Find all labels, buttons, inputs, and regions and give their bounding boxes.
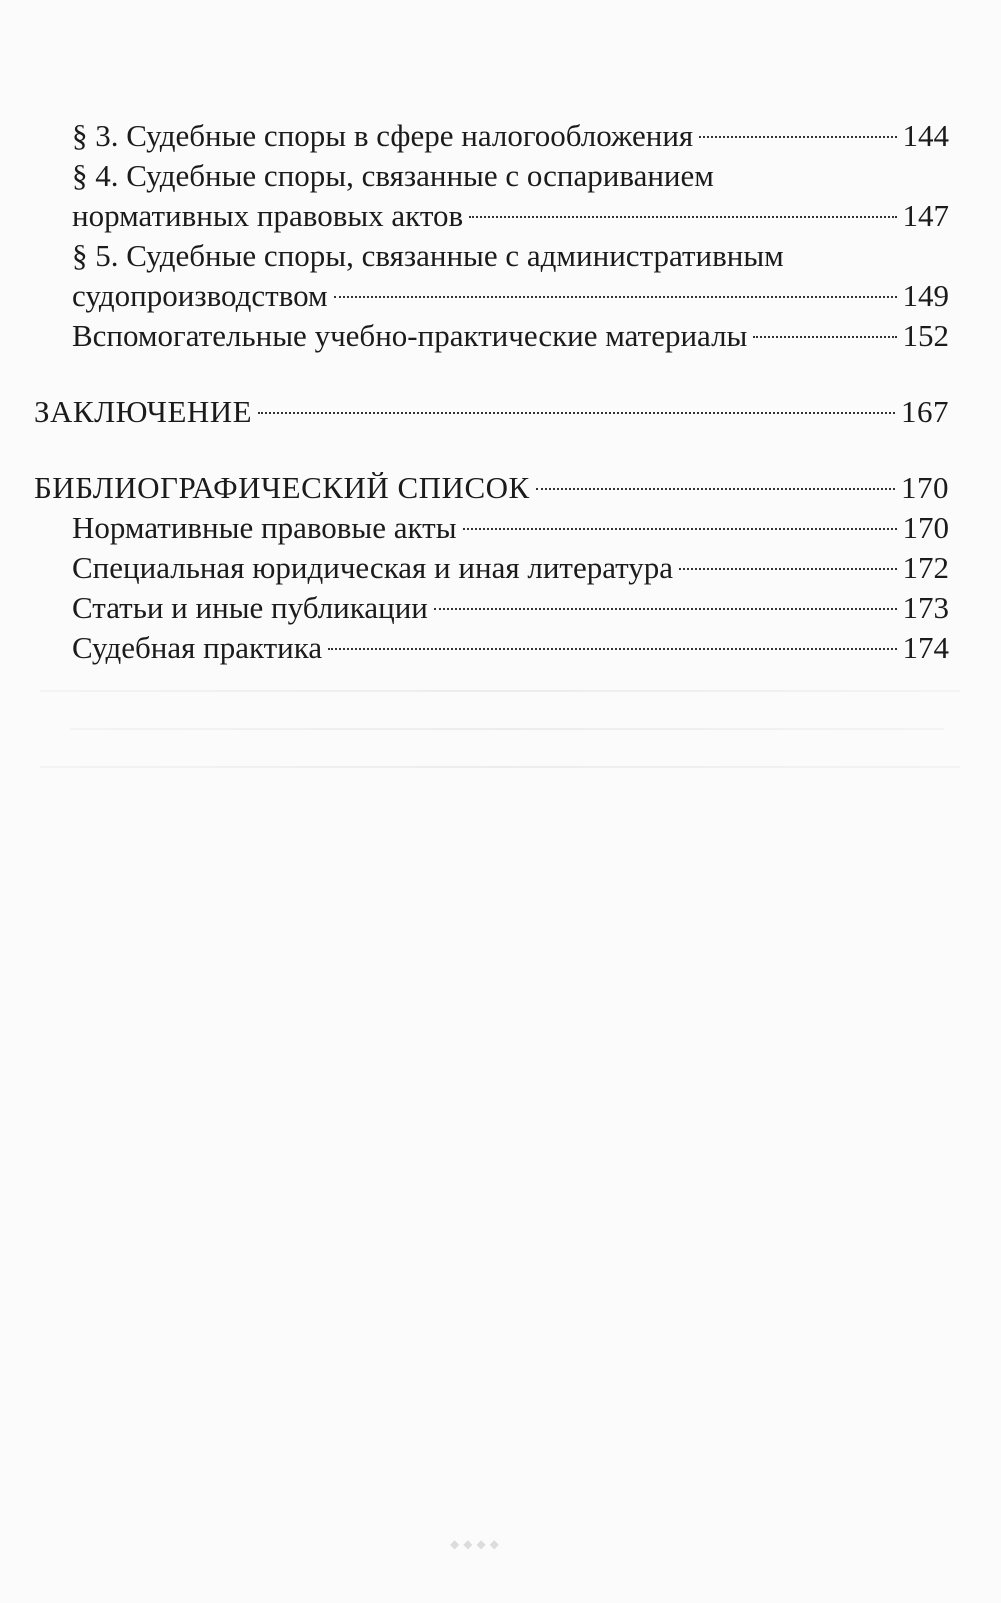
toc-section[interactable] bbox=[34, 468, 949, 508]
toc-page-number: 172 bbox=[902, 550, 949, 585]
toc-section[interactable] bbox=[34, 392, 949, 432]
dot-leader bbox=[536, 488, 895, 490]
toc-section-title: ЗАКЛЮЧЕНИЕ bbox=[34, 394, 253, 429]
dot-leader bbox=[699, 136, 896, 138]
dot-leader bbox=[258, 412, 895, 414]
toc-page-number: 170 bbox=[902, 510, 949, 545]
toc-entry-title: Нормативные правовые акты bbox=[72, 510, 457, 545]
dot-leader bbox=[463, 528, 897, 530]
toc-page-number: 147 bbox=[902, 198, 949, 233]
toc-entry-title: нормативных правовых актов bbox=[72, 198, 464, 233]
toc-page-number: 144 bbox=[902, 118, 949, 153]
dot-leader bbox=[334, 296, 897, 298]
toc-page-number: 152 bbox=[902, 318, 949, 353]
toc-entry[interactable] bbox=[34, 508, 949, 548]
toc-entry[interactable] bbox=[34, 116, 949, 156]
toc-entry-title: Вспомогательные учебно-практические материалы bbox=[72, 318, 748, 353]
toc-entry[interactable] bbox=[34, 628, 949, 668]
toc-entry-title: Статьи и иные публикации bbox=[72, 590, 428, 625]
dot-leader bbox=[469, 216, 896, 218]
toc-entry[interactable] bbox=[34, 548, 949, 588]
toc-page-number: 167 bbox=[901, 394, 949, 429]
toc-entry[interactable] bbox=[34, 588, 949, 628]
toc-entry-title: Судебная практика bbox=[72, 630, 323, 665]
dot-leader bbox=[328, 648, 896, 650]
dot-leader bbox=[753, 336, 896, 338]
reverse-side-bleed-through bbox=[40, 690, 960, 810]
toc-page-number: 149 bbox=[902, 278, 949, 313]
toc-section-title: БИБЛИОГРАФИЧЕСКИЙ СПИСОК bbox=[34, 470, 530, 505]
toc-entry-title: § 3. Судебные споры в сфере налогообложения bbox=[72, 118, 694, 153]
spacer bbox=[34, 356, 949, 392]
toc-entry-title-line: § 5. Судебные споры, связанные с административным bbox=[72, 238, 784, 273]
dot-leader bbox=[679, 568, 896, 570]
toc-entry[interactable] bbox=[34, 316, 949, 356]
spacer bbox=[34, 432, 949, 468]
dot-leader bbox=[434, 608, 897, 610]
toc-entry[interactable] bbox=[34, 196, 949, 236]
toc-page-number: 173 bbox=[902, 590, 949, 625]
toc-entry-title-line: § 4. Судебные споры, связанные с оспариванием bbox=[72, 158, 714, 193]
toc-page-number: 174 bbox=[902, 630, 949, 665]
toc-entry-title: судопроизводством bbox=[72, 278, 328, 313]
toc-page-number: 170 bbox=[901, 470, 949, 505]
toc-entry[interactable] bbox=[34, 276, 949, 316]
toc-entry-title: Специальная юридическая и иная литература bbox=[72, 550, 674, 585]
page-ornament: ◆◆◆◆ bbox=[450, 1537, 503, 1551]
table-of-contents bbox=[34, 116, 949, 668]
